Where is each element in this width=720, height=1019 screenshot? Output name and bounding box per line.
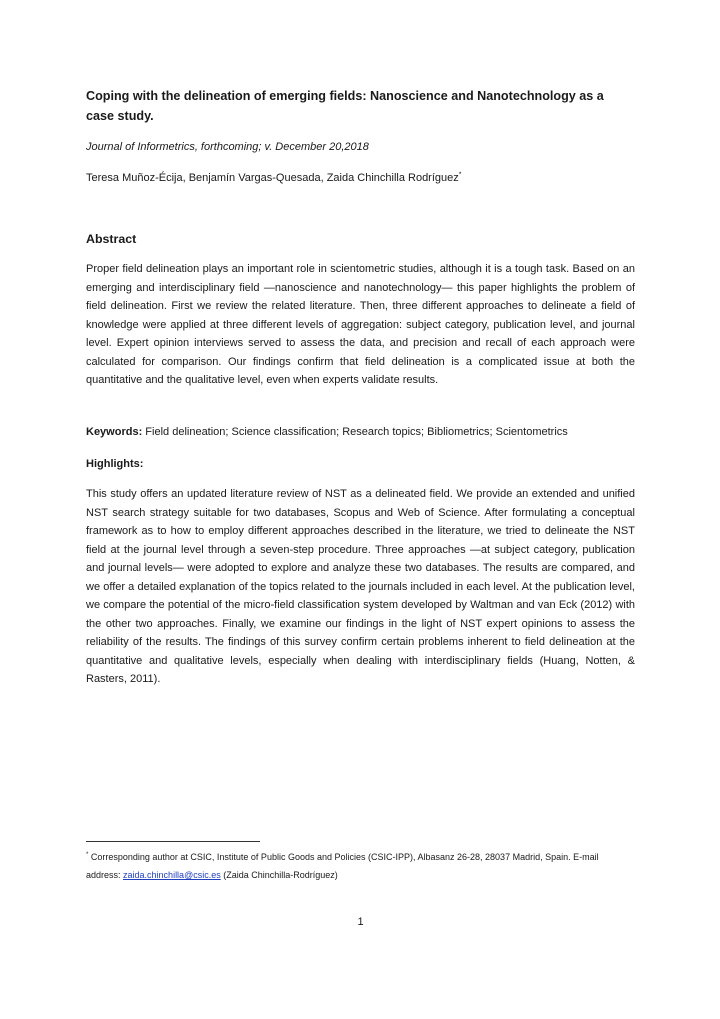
footnote-text-end: (Zaida Chinchilla-Rodríguez) <box>220 870 338 880</box>
highlights-heading: Highlights: <box>86 458 144 470</box>
page-number: 1 <box>357 916 364 928</box>
footnote <box>86 848 635 884</box>
abstract-text: Proper field delineation plays an important role in scientometric studies, although it is a tough task. Based on an emerging and interdisciplinary field —nanoscience and nanotechnology— this paper highlights the problem of field delineation. First we review the related literature. Then, three different approaches to delineate a field of knowledge were applied at three different levels of aggregation: subject category, publication level, and journal level. Expert opinion interviews served to assess the data, and precision and recall of each approach were calculated for comparison. Our findings confirm that field delineation is a complicated issue at both the quantitative and the qualitative level, even when experts validate results. <box>86 263 635 386</box>
footnote-separator <box>86 841 260 842</box>
paper-title: Coping with the delineation of emerging fields: Nanoscience and Nanotechnology as a case study. <box>86 89 604 123</box>
author-names: Teresa Muñoz-Écija, Benjamín Vargas-Quesada, Zaida Chinchilla Rodríguez <box>86 172 459 184</box>
corresponding-author-marker: * <box>458 171 462 179</box>
keywords-line <box>86 423 635 441</box>
footnote-marker: * <box>86 852 89 858</box>
keywords-label: Keywords: <box>86 426 143 438</box>
keywords-text: Field delineation; Science classification; Research topics; Bibliometrics; Scientometrics <box>142 426 568 438</box>
footnote-text: Corresponding author at CSIC, Institute of Public Goods and Policies (CSIC-IPP), Albasanz 26-28, 28037 Madrid, Spain. E-mail address: <box>86 852 599 880</box>
email-link[interactable]: zaida.chinchilla@csic.es <box>123 870 221 880</box>
highlights-text: This study offers an updated literature review of NST as a delineated field. We provide an extended and unified NST search strategy suitable for two databases, Scopus and Web of Science. After formulating a conceptual framework as to how to employ different approaches described in the literature, we tried to delineate the NST field at the journal level through a seven-step procedure. Three approaches —at subject category, publication and journal levels— were adopted to explore and analyze these two databases. The results are compared, and we offer a detailed explanation of the topics related to the journals included in each level. At the publication level, we compare the potential of the micro-field classification system developed by Waltman and van Eck (2012) with the other two approaches. Finally, we examine our findings in the light of NST expert opinions to assess the reliability of the results. The findings of this survey confirm certain problems inherent to field delineation at the quantitative and qualitative levels, especially when dealing with interdisciplinary fields (Huang, Notten, & Rasters, 2011). <box>86 488 635 685</box>
journal-line: Journal of Informetrics, forthcoming; v. December 20,2018 <box>86 141 369 153</box>
abstract-heading: Abstract <box>86 232 137 246</box>
author-list <box>86 170 635 186</box>
